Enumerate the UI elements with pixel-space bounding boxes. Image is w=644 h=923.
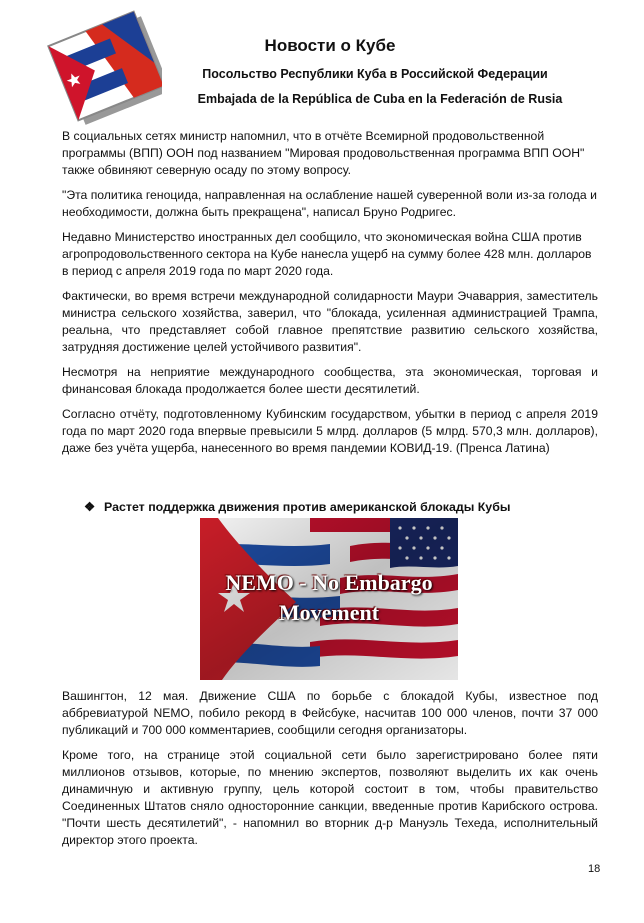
article-headline (84, 499, 604, 514)
article-body (62, 688, 598, 857)
headline-text: Растет поддержка движения против американской блокады Кубы (104, 500, 511, 514)
article-paragraph: Недавно Министерство иностранных дел сообщило, что экономическая война США против агропродовольственного сектора на Кубе нанесла ущерб на сумму более 428 млн. долларов в период с апреля 2019 года по март 2020 года. (62, 230, 592, 278)
cuba-usa-flags-graphic (200, 518, 458, 680)
article-paragraph: Несмотря на неприятие международного сообщества, эта экономическая, торговая и финансовая блокада продолжается более шести десятилетий. (62, 365, 598, 396)
article-paragraph: Согласно отчёту, подготовленному Кубинским государством, убытки в период с апреля 2019 года по март 2020 года впервые превысили 5 млрд. долларов (5 млрд. 570,3 млн. долларов), даже без учёта ущерба, нанесенного во время пандемии КОВИД-19. (Пренса Латина) (62, 407, 598, 455)
diamond-bullet-icon: ❖ (84, 500, 96, 514)
article-paragraph: Фактически, во время встречи международной солидарности Маури Эчаваррия, заместитель министра сельского хозяйства, заверил, что "блокада, усиленная администрацией Трампа, реальна, что представляет собой главное препятствие развитию сельского хозяйства, затрудняя достижение целей устойчивого развития". (62, 289, 598, 354)
page-number: 18 (588, 863, 601, 875)
article-body (62, 128, 598, 465)
banner-text-line1: NEMO - No Embargo (225, 570, 433, 595)
article-paragraph: В социальных сетях министр напомнил, что в отчёте Всемирной продовольственной программы (ВПП) ООН под названием "Мировая продовольственная программа ВПП ООН" также обвиняют северную осаду по этому вопросу. (62, 129, 585, 177)
embassy-name-spanish: Embajada de la República de Cuba en la Federación de Rusia (197, 92, 563, 106)
nemo-banner-image (200, 518, 458, 680)
page-title: Новости о Кубе (264, 36, 396, 55)
cuba-russia-flag-logo (40, 8, 162, 126)
article-paragraph: "Эта политика геноцида, направленная на ослабление нашей суверенной воли из-за голода и необходимости, должна быть прекращена", написал Бруно Родригес. (62, 188, 597, 219)
article-paragraph: Кроме того, на странице этой социальной сети было зарегистрировано более пяти миллионов отзывов, которые, по мнению экспертов, позволяют выделить их как очень динамичную и активную группу, цель которой состоит в том, чтобы правительство Соединенных Штатов сняло односторонние санкции, введенные против Карибского острова. "Почти шесть десятилетий", - напомнил во вторник д-р Мануэль Техеда, исполнительный директор этого проекта. (62, 748, 598, 847)
embassy-name-russian: Посольство Республики Куба в Российской Федерации (202, 67, 548, 81)
banner-text-line2: Movement (278, 600, 380, 625)
article-paragraph: Вашингтон, 12 мая. Движение США по борьбе с блокадой Кубы, известное под аббревиатурой NEMO, побило рекорд в Фейсбуке, насчитав 100 000 членов, почти 37 000 публикаций и 700 000 комментариев, сообщили сегодня организаторы. (62, 689, 598, 737)
